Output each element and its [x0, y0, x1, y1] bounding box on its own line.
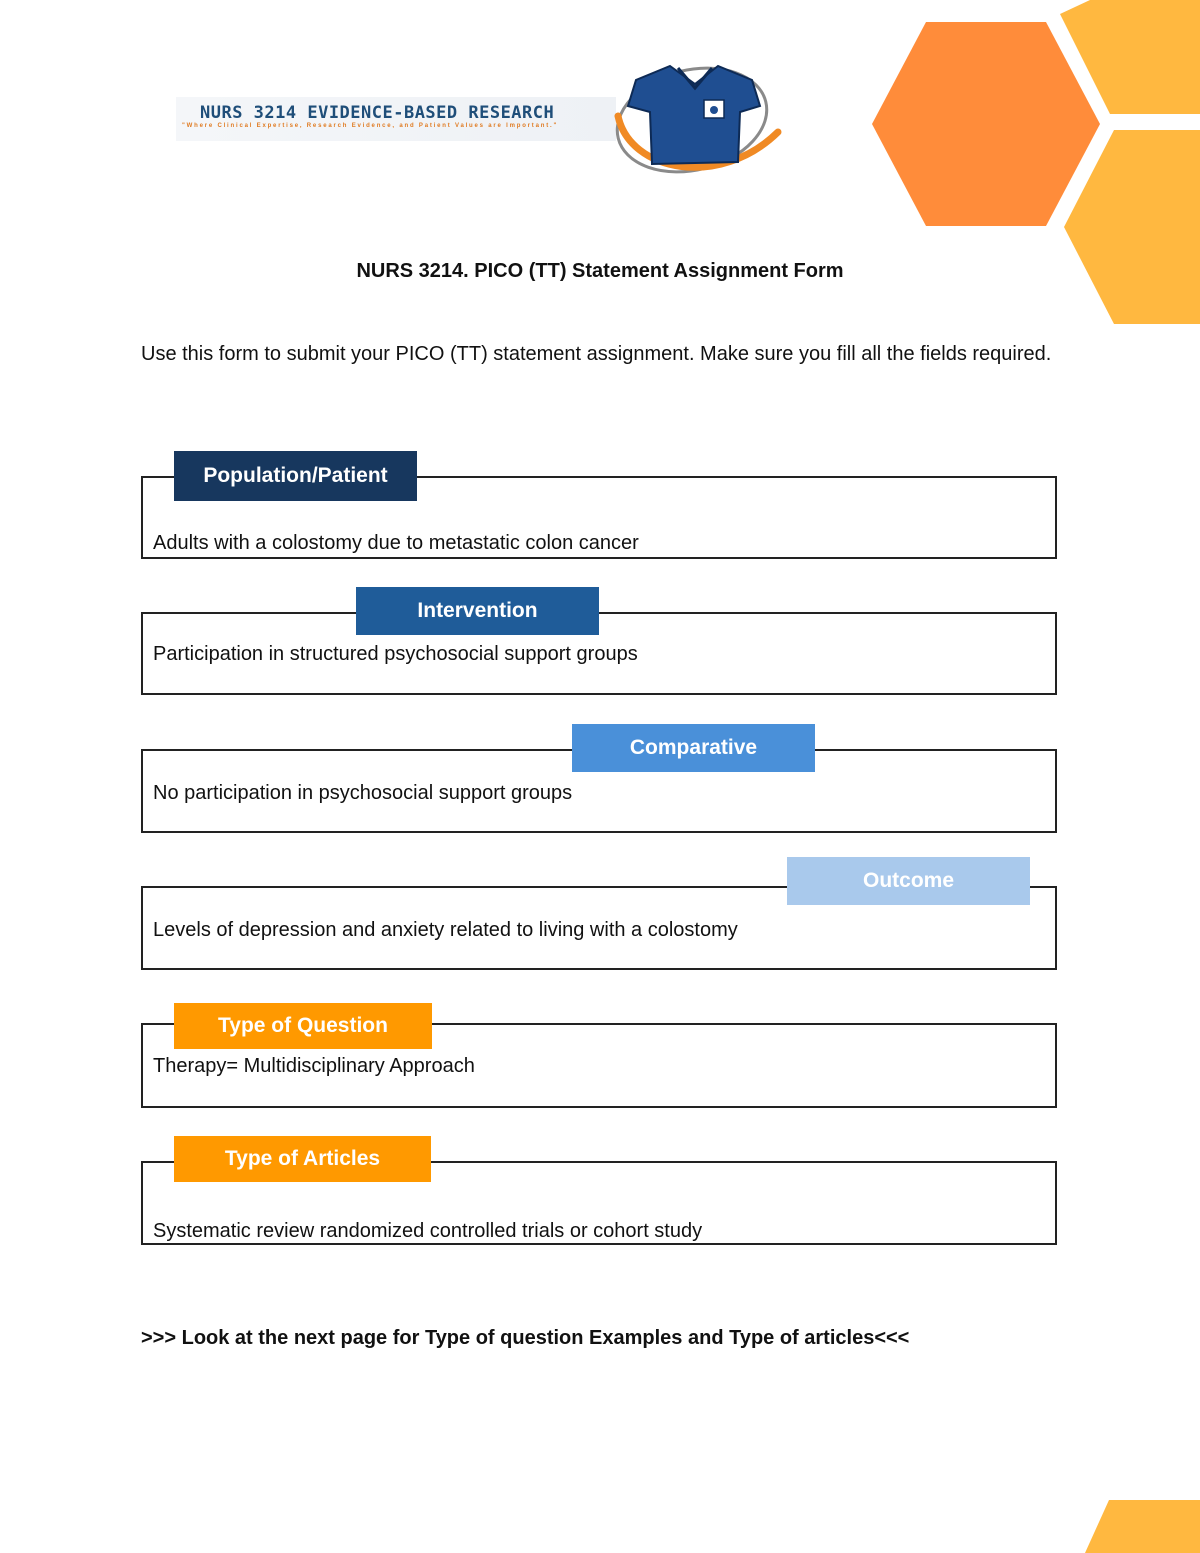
intervention-value: Participation in structured psychosocial support groups	[153, 643, 638, 665]
intervention-field-box[interactable]	[141, 612, 1057, 695]
outcome-label: Outcome	[787, 857, 1030, 905]
decor-hexagon-amber-mid	[1062, 128, 1200, 326]
intervention-label: Intervention	[356, 587, 599, 635]
comparative-label: Comparative	[572, 724, 815, 772]
page-title: NURS 3214. PICO (TT) Statement Assignment Form	[356, 260, 844, 282]
logo-title: NURS 3214 EVIDENCE-BASED RESEARCH	[200, 103, 555, 123]
population-label: Population/Patient	[174, 451, 417, 501]
logo-tagline: "Where Clinical Expertise, Research Evidence, and Patient Values are Important."	[182, 123, 559, 129]
outcome-value: Levels of depression and anxiety related to living with a colostomy	[153, 919, 738, 941]
articles-type-value: Systematic review randomized controlled trials or cohort study	[153, 1220, 703, 1242]
decor-hexagon-amber-top	[1060, 0, 1200, 114]
course-logo-banner	[176, 97, 616, 141]
question-type-label: Type of Question	[174, 1003, 432, 1049]
articles-type-label: Type of Articles	[174, 1136, 431, 1182]
next-page-note: >>> Look at the next page for Type of question Examples and Type of articles<<<	[141, 1327, 910, 1349]
population-value: Adults with a colostomy due to metastatic colon cancer	[153, 532, 639, 554]
scrubs-shirt-icon	[600, 54, 790, 186]
decor-hexagon-amber-bottom	[1085, 1500, 1200, 1553]
question-type-value: Therapy= Multidisciplinary Approach	[153, 1055, 475, 1077]
intro-paragraph: Use this form to submit your PICO (TT) statement assignment. Make sure you fill all the fields required.	[141, 343, 1052, 365]
comparative-value: No participation in psychosocial support groups	[153, 782, 573, 804]
